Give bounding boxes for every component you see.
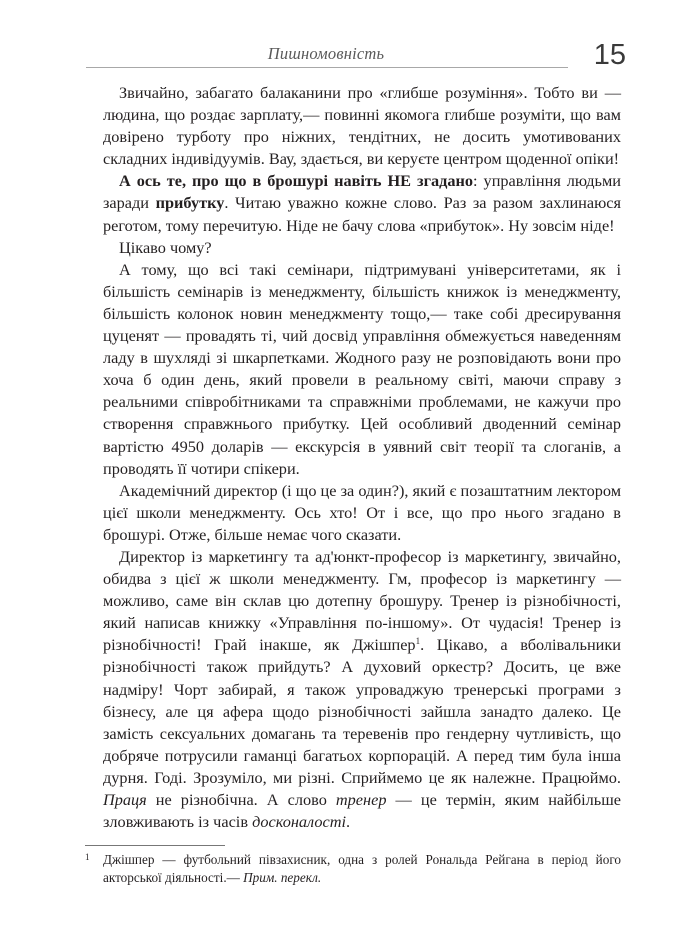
footnote-reference: 1 [415, 636, 421, 647]
bold-phrase: А ось те, про що в брошурі навіть НЕ згадано [119, 171, 474, 191]
paragraph: А тому, що всі такі семінари, підтримувані університетами, як і більшість семінарів із менеджменту, більшість книжок із менеджменту, більшість колонок новин менеджменту тощо,— таке собі дресирування цуценят — провадять ті, чий досвід управління обмежується наведенням ладу в шухляді зі шкарпетками. Жодного разу не розповідають вони про хоча б один день, який провели в реальному світі, маючи справу з реальними співробітниками та справжніми проблемами, не кажучи про створення справжнього прибутку. Цей особливий дводенний семінар вартістю 4950 доларів — екскурсія в уявний світ теорії та слоганів, а проводять її чотири спікери. [103, 259, 621, 478]
footnote [85, 851, 621, 886]
paragraph: Директор із маркетингу та ад'юнкт-професор із маркетингу, звичайно, обидва з цієї ж школи менеджменту. Гм, професор із маркетингу — можливо, саме він склав цю дотепну брошуру. Тренер із різнобічності, який написав книжку «Управління по-іншому». От чудасія! Тренер із різнобічності! Грай інакше, як Джішпер$^1$. Цікаво, а вболівальники різнобічності також прийдуть? А духовий оркестр? Досить, це вже надміру! Чорт забирай, я також упроваджую тренерські програми з бізнесу, але ця афера щодо різнобічності зайшла занадто далеко. Це замість сексуальних домагань та теревенів про гендерну чутливість, що добряче потрусили гаманці багатьох корпорацій. А перед тим була інша дурня. Годі. Зрозуміло, ми різні. Сприймемо це як належне. Працюймо. Праця не різнобічна. А слово тренер — це термін, яким найбільше зловживають із часів досконалості. [103, 546, 621, 832]
footnote-text: Джішпер — футбольний півзахисник, одна з ролей Рональда Рейгана в період його акторської діяльності.— Прим. перекл. [103, 852, 621, 885]
bold-word: прибутку [155, 193, 225, 213]
page-number: 15 [593, 39, 626, 71]
paragraph: Цікаво чому? [119, 237, 212, 257]
paragraph: Звичайно, забагато балаканини про «глибше розуміння». Тобто ви — людина, що роздає зарплату,— повинні якомога глибше розуміти, що вам довірено турботу про ніжних, тендітних, не досить умотивованих складних індивідуумів. Вау, здається, ви керуєте центром щоденної опіки! [103, 83, 621, 169]
translator-note: Прим. перекл. [243, 869, 322, 885]
page-header [86, 38, 626, 78]
italic-word: досконалості [252, 812, 346, 832]
main-text [103, 82, 621, 833]
footnote-mark: 1 [85, 852, 90, 862]
header-rule [86, 67, 568, 68]
paragraph: Академічний директор (і що це за один?), який є позаштатним лектором цієї школи менеджменту. Ось хто! От і все, що про нього згадано в брошурі. Отже, більше немає чого сказати. [103, 480, 621, 544]
paragraph: А ось те, про що в брошурі навіть НЕ згадано: управління людьми заради прибутку. Читаю уважно кожне слово. Раз за разом захлинаюся реготом, тому перечитую. Ніде не бачу слова «прибуток». Ну зовсім ніде! [103, 171, 621, 235]
footnote-rule [85, 845, 225, 846]
italic-word: тренер [335, 790, 387, 809]
running-title: Пишномовність [267, 44, 385, 63]
italic-word: Праця [103, 790, 147, 809]
